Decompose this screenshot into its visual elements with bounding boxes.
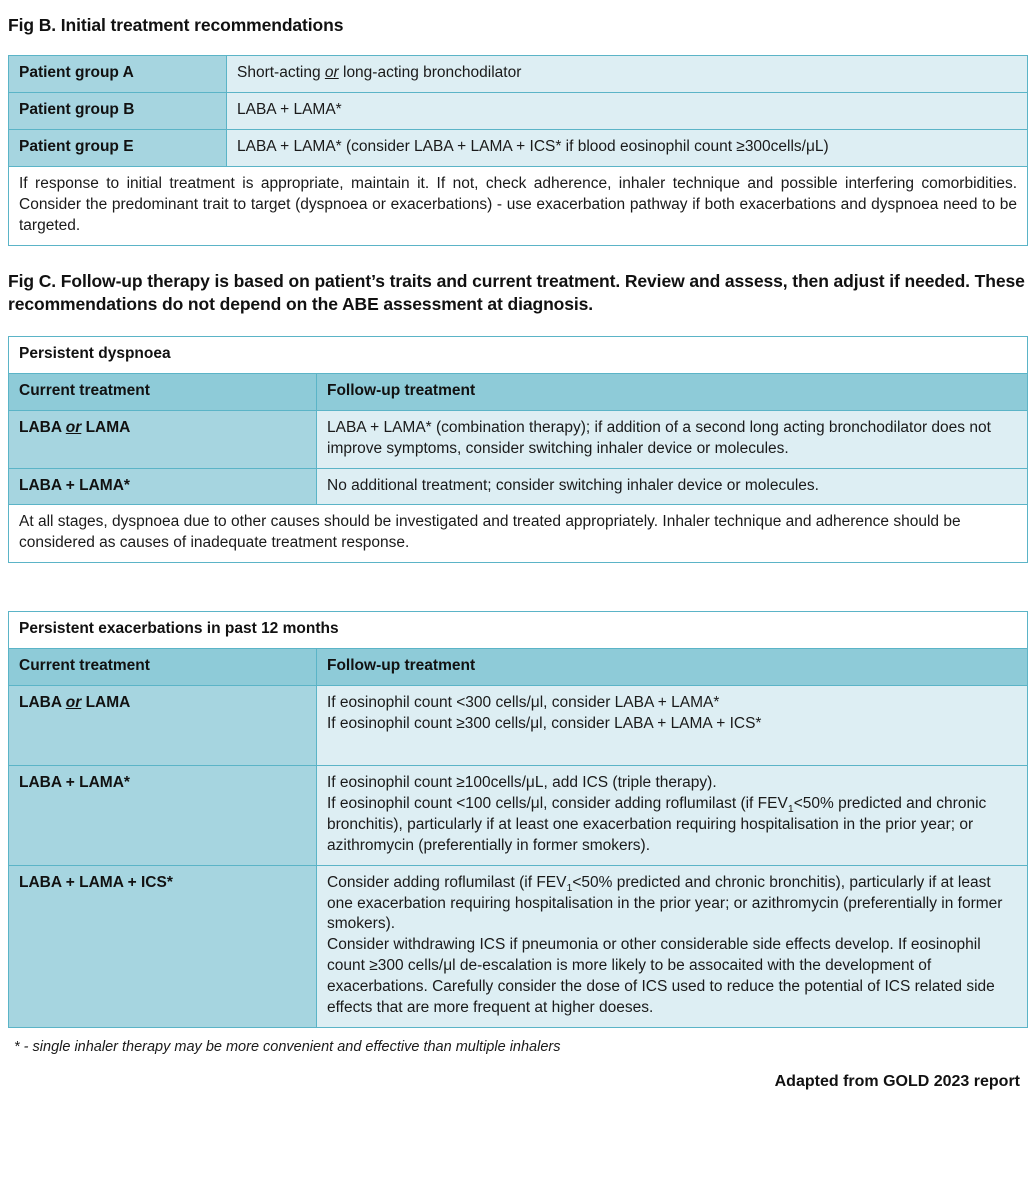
followup-treatment-cell [317,865,1028,1027]
exacerbations-table-container [8,611,1028,1028]
fig-c-heading: Fig C. Follow-up therapy is based on patient’s traits and current treatment. Review and assess, then adjust if needed. These recommendations do not depend on the ABE assessment at diagnosis. [8,270,1025,314]
followup-line-pre: Consider adding roflumilast (if FEV [327,873,567,891]
followup-line: If eosinophil count <300 cells/μl, consider LABA + LAMA* [327,694,720,712]
current-treatment-cell: LABA + LAMA* [9,468,317,505]
treatment-cell: LABA + LAMA* [227,93,1028,130]
followup-line [327,794,1017,857]
followup-line-post: <50% predicted and chronic bronchitis), particularly if at least one exacerbation requiring hospitalisation in the prior year; or azithromycin (preferentially in former smokers). [327,794,987,854]
table-title-row [9,612,1028,649]
column-header-followup-treatment: Follow-up treatment [317,373,1028,410]
followup-line-post: <50% predicted and chronic bronchitis), particularly if at least one exacerbation requiring hospitalisation in the prior year; or azithromycin (preferentially in former smokers). [327,873,1003,933]
followup-treatment-cell [317,686,1028,766]
table-row [9,56,1028,93]
patient-group-label: Patient group A [9,56,227,93]
current-treatment-cell [9,686,317,766]
followup-line: If eosinophil count ≥300 cells/μl, consider LABA + LAMA + ICS* [327,715,762,733]
table-row [9,468,1028,505]
source-attribution: Adapted from GOLD 2023 report [774,1073,1020,1091]
table-row [9,129,1028,166]
current-treatment-post: LAMA [81,694,131,712]
fig-b-table [8,55,1028,246]
treatment-cell: LABA + LAMA* (consider LABA + LAMA + ICS* if blood eosinophil count ≥300cells/μL) [227,129,1028,166]
patient-group-label: Patient group B [9,93,227,130]
followup-line [327,873,1017,936]
fev1-subscript: 1 [566,881,573,894]
treatment-cell [227,56,1028,93]
fig-b-table-container [8,55,1028,246]
table-row [9,686,1028,766]
current-treatment-cell: LABA + LAMA + ICS* [9,865,317,1027]
followup-treatment-cell [317,765,1028,865]
followup-line: If eosinophil count ≥100cells/μL, add ICS (triple therapy). [327,773,717,791]
fig-b-heading: Fig B. Initial treatment recommendations [8,15,344,35]
table-row [9,410,1028,468]
current-treatment-pre: LABA [19,694,66,712]
fev1-subscript: 1 [787,802,794,815]
followup-line: Consider withdrawing ICS if pneumonia or other considerable side effects develop. If eosinophil count ≥300 cells/μl de-escalation is more likely to be assocaited with the development of exacerbations. Carefully consider the dose of ICS used to reduce the potential of ICS related side effects that are more frequent at higher doeses. [327,936,995,1017]
treatment-text-emphasis: or [324,64,339,82]
current-treatment-or: or [65,418,82,436]
treatment-text-post: long-acting bronchodilator [338,64,522,82]
table-row [9,865,1028,1027]
current-treatment-cell: LABA + LAMA* [9,765,317,865]
followup-line-pre: If eosinophil count <100 cells/μl, consider adding roflumilast (if FEV [327,794,788,812]
column-header-followup-treatment: Follow-up treatment [317,649,1028,686]
dyspnoea-table-title: Persistent dyspnoea [9,336,1028,373]
table-note-row [9,505,1028,563]
dyspnoea-table [8,336,1028,563]
fig-b-note: If response to initial treatment is appropriate, maintain it. If not, check adherence, inhaler technique and possible interfering comorbidities. Consider the predominant trait to target (dyspnoea or exacerbations) - use exacerbation pathway if both exacerbations and dyspnoea need to be targeted. [9,166,1028,245]
table-note-row [9,166,1028,245]
treatment-text-pre: Short-acting [237,64,325,82]
table-row [9,93,1028,130]
column-header-current-treatment: Current treatment [9,649,317,686]
dyspnoea-table-container [8,336,1028,563]
table-title-row [9,336,1028,373]
current-treatment-pre: LABA [19,418,66,436]
current-treatment-post: LAMA [81,418,131,436]
table-header-row [9,373,1028,410]
current-treatment-or: or [65,694,82,712]
followup-treatment-cell: LABA + LAMA* (combination therapy); if addition of a second long acting bronchodilator does not improve symptoms, consider switching inhaler device or molecules. [317,410,1028,468]
table-header-row [9,649,1028,686]
column-header-current-treatment: Current treatment [9,373,317,410]
current-treatment-cell [9,410,317,468]
table-row [9,765,1028,865]
exacerbations-table-title: Persistent exacerbations in past 12 months [9,612,1028,649]
exacerbations-table [8,611,1028,1028]
dyspnoea-note: At all stages, dyspnoea due to other causes should be investigated and treated appropriately. Inhaler technique and adherence should be considered as causes of inadequate treatment response. [9,505,1028,563]
patient-group-label: Patient group E [9,129,227,166]
asterisk-footnote: * - single inhaler therapy may be more convenient and effective than multiple inhalers [14,1039,561,1056]
followup-treatment-cell: No additional treatment; consider switching inhaler device or molecules. [317,468,1028,505]
